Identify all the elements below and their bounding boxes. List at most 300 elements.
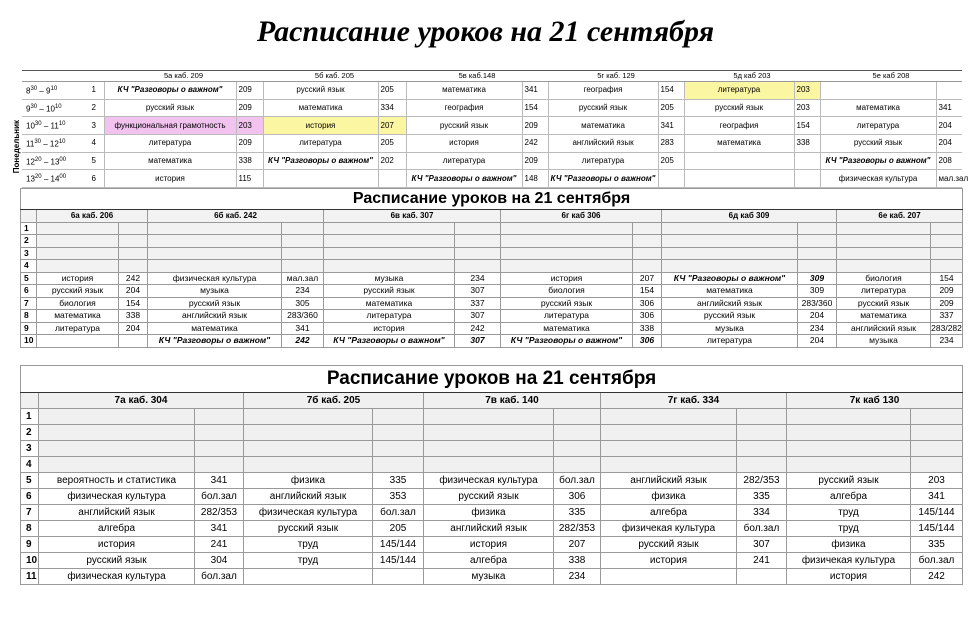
room-cell: 207 <box>554 537 601 553</box>
time-part: 10 <box>50 86 58 92</box>
room-cell: 353 <box>373 489 424 505</box>
subject-cell: физика <box>244 473 373 489</box>
subject-cell <box>37 222 119 235</box>
class-header: 7а каб. 304 <box>39 393 244 409</box>
schedule-row <box>21 235 963 248</box>
subject-cell: английский язык <box>548 134 658 152</box>
lesson-number: 5 <box>21 272 37 285</box>
room-cell: 306 <box>633 310 662 323</box>
room-cell: мал.зал <box>282 272 324 285</box>
room-cell: 204 <box>936 134 962 152</box>
subject-cell: история <box>787 569 911 585</box>
subject-cell: литература <box>501 310 633 323</box>
subject-cell <box>501 247 633 260</box>
schedule-row <box>21 457 963 473</box>
subject-cell <box>324 222 455 235</box>
room-cell: 335 <box>737 489 787 505</box>
room-cell: 203 <box>911 473 963 489</box>
subject-cell: литература <box>662 335 798 348</box>
room-cell: 154 <box>931 272 963 285</box>
class-header-row <box>21 393 963 409</box>
room-cell: 338 <box>794 134 820 152</box>
time-part: 10 <box>58 138 66 145</box>
subject-cell: литература <box>37 322 119 335</box>
time-part: 00 <box>59 174 67 181</box>
class-header-row <box>22 71 962 82</box>
time-part: 10 <box>46 104 55 114</box>
schedule-table-6 <box>20 188 963 348</box>
subject-cell: КЧ "Разговоры о важном" <box>148 335 282 348</box>
subject-cell: физическая культура <box>148 272 282 285</box>
time-part: 9 <box>26 104 31 114</box>
lesson-number: 9 <box>21 537 39 553</box>
subject-cell: русский язык <box>548 99 658 117</box>
lesson-number: 3 <box>21 247 37 260</box>
room-cell: 145/144 <box>911 505 963 521</box>
subject-cell: английский язык <box>148 310 282 323</box>
subject-cell: литература <box>684 82 794 100</box>
room-cell: 282/353 <box>195 505 244 521</box>
room-cell: бол.зал <box>911 553 963 569</box>
subject-cell: русский язык <box>787 473 911 489</box>
lesson-number: 2 <box>21 425 39 441</box>
class-header: 6д каб 309 <box>662 210 837 223</box>
room-cell: 209 <box>236 82 263 100</box>
time-part: 11 <box>26 139 35 149</box>
subject-cell: физика <box>787 537 911 553</box>
subject-cell <box>601 425 737 441</box>
room-cell: 202 <box>378 152 406 170</box>
lesson-number-header-cell <box>21 393 39 409</box>
subject-cell: русский язык <box>662 310 798 323</box>
room-cell <box>282 235 324 248</box>
time-part: 12 <box>26 157 35 167</box>
room-cell <box>373 457 424 473</box>
room-cell: 145/144 <box>373 553 424 569</box>
subject-cell: география <box>406 99 522 117</box>
room-cell: 338 <box>119 310 148 323</box>
room-cell <box>554 441 601 457</box>
subject-cell: физика <box>601 489 737 505</box>
lesson-number: 8 <box>21 310 37 323</box>
subject-cell <box>324 247 455 260</box>
room-cell: бол.зал <box>737 521 787 537</box>
time-part: 9 <box>46 86 51 96</box>
subject-cell: функциональная грамотность <box>104 117 236 135</box>
class-header: 6б каб. 242 <box>148 210 324 223</box>
subject-cell <box>263 170 378 188</box>
room-cell: 115 <box>236 170 263 188</box>
time-part: 10 <box>54 103 62 110</box>
room-cell: 208 <box>936 152 962 170</box>
room-cell: 205 <box>378 134 406 152</box>
time-part: 10 <box>58 121 66 128</box>
room-cell <box>931 222 963 235</box>
room-cell: 234 <box>798 322 837 335</box>
room-cell: 307 <box>455 335 501 348</box>
room-cell <box>554 457 601 473</box>
subject-cell: русский язык <box>501 297 633 310</box>
room-cell: 154 <box>522 99 548 117</box>
room-cell: 341 <box>936 99 962 117</box>
subject-cell: история <box>37 272 119 285</box>
subject-cell: КЧ "Разговоры о важном" <box>263 152 378 170</box>
room-cell <box>798 235 837 248</box>
room-cell: 309 <box>798 285 837 298</box>
room-cell: 204 <box>798 335 837 348</box>
subject-cell: история <box>324 322 455 335</box>
class-header: 7в каб. 140 <box>424 393 601 409</box>
subject-cell: русский язык <box>324 285 455 298</box>
time-cell <box>22 152 84 170</box>
room-cell: 204 <box>119 285 148 298</box>
room-cell <box>195 441 244 457</box>
room-cell <box>282 222 324 235</box>
schedule-row <box>21 505 963 521</box>
room-cell <box>798 247 837 260</box>
subject-cell: математика <box>501 322 633 335</box>
time-part: – <box>41 174 51 184</box>
room-cell: 205 <box>658 152 684 170</box>
room-cell: 338 <box>633 322 662 335</box>
room-cell: 242 <box>119 272 148 285</box>
room-cell <box>119 235 148 248</box>
subject-cell: труд <box>244 553 373 569</box>
subject-cell: русский язык <box>148 297 282 310</box>
room-cell <box>633 222 662 235</box>
subject-cell: музыка <box>837 335 931 348</box>
subject-cell <box>244 569 373 585</box>
room-cell <box>554 425 601 441</box>
subject-cell: английский язык <box>244 489 373 505</box>
subject-cell: литература <box>104 134 236 152</box>
room-cell <box>737 441 787 457</box>
room-cell: 234 <box>455 272 501 285</box>
subject-cell: математика <box>104 152 236 170</box>
time-part: 20 <box>34 174 42 181</box>
subject-cell: музыка <box>424 569 554 585</box>
subject-cell <box>424 441 554 457</box>
time-part: 8 <box>26 86 31 96</box>
subject-cell: русский язык <box>263 82 378 100</box>
room-cell: 145/144 <box>911 521 963 537</box>
schedule-row <box>22 134 962 152</box>
subject-cell <box>37 247 119 260</box>
room-cell: 307 <box>455 310 501 323</box>
subject-cell: литература <box>820 117 936 135</box>
subject-cell: труд <box>244 537 373 553</box>
room-cell <box>737 457 787 473</box>
subject-cell: биология <box>501 285 633 298</box>
subject-cell: биология <box>37 297 119 310</box>
subject-cell <box>39 441 195 457</box>
room-cell: 154 <box>633 285 662 298</box>
subject-cell <box>501 260 633 273</box>
schedule-row <box>22 170 962 188</box>
subject-cell <box>787 425 911 441</box>
subject-cell: литература <box>324 310 455 323</box>
time-part: 12 <box>49 139 59 149</box>
subject-cell: математика <box>548 117 658 135</box>
lesson-number: 5 <box>84 152 104 170</box>
class-header-row <box>21 210 963 223</box>
schedule-row <box>22 117 962 135</box>
subject-cell <box>424 457 554 473</box>
schedule-row <box>21 441 963 457</box>
room-cell: 306 <box>554 489 601 505</box>
subject-cell: математика <box>37 310 119 323</box>
subject-cell: алгебра <box>424 553 554 569</box>
class-header: 6а каб. 206 <box>37 210 148 223</box>
subject-cell: история <box>501 272 633 285</box>
subject-cell: математика <box>263 99 378 117</box>
room-cell <box>455 222 501 235</box>
schedule-row <box>21 521 963 537</box>
subject-cell <box>837 260 931 273</box>
room-cell <box>936 82 962 100</box>
room-cell <box>737 409 787 425</box>
room-cell: 234 <box>931 335 963 348</box>
lesson-number: 7 <box>21 505 39 521</box>
room-cell: 205 <box>658 99 684 117</box>
schedule-row <box>21 473 963 489</box>
subject-cell: математика <box>662 285 798 298</box>
time-part: 20 <box>34 156 42 163</box>
room-cell: бол.зал <box>195 569 244 585</box>
subject-cell: математика <box>837 310 931 323</box>
time-part: 30 <box>34 121 42 128</box>
lesson-number: 1 <box>84 82 104 100</box>
room-cell <box>195 457 244 473</box>
subject-cell: вероятность и статистика <box>39 473 195 489</box>
subject-cell: русский язык <box>104 99 236 117</box>
time-part: 30 <box>30 103 38 110</box>
subject-cell: труд <box>787 505 911 521</box>
subject-cell: английский язык <box>424 521 554 537</box>
schedule-table-5 <box>22 70 969 193</box>
room-cell: 203 <box>794 99 820 117</box>
time-cell <box>22 117 84 135</box>
room-cell: 338 <box>236 152 263 170</box>
time-part: – <box>41 157 51 167</box>
room-cell: 209 <box>236 134 263 152</box>
subject-cell <box>324 260 455 273</box>
room-cell <box>195 425 244 441</box>
schedule-row <box>21 425 963 441</box>
subject-cell: русский язык <box>684 99 794 117</box>
subject-cell: история <box>424 537 554 553</box>
room-cell: 341 <box>522 82 548 100</box>
schedule-row <box>22 99 962 117</box>
room-cell <box>911 441 963 457</box>
subject-cell <box>601 441 737 457</box>
subject-cell: английский язык <box>601 473 737 489</box>
schedule-row <box>22 82 962 100</box>
room-cell: бол.зал <box>554 473 601 489</box>
subject-cell: английский язык <box>837 322 931 335</box>
room-cell: 335 <box>554 505 601 521</box>
class-header: 5г каб. 129 <box>548 71 684 82</box>
room-cell <box>633 235 662 248</box>
schedule-row <box>21 285 963 298</box>
room-cell: 341 <box>195 473 244 489</box>
room-cell: 309 <box>798 272 837 285</box>
time-part: 30 <box>30 86 38 92</box>
subject-cell: музыка <box>662 322 798 335</box>
room-cell: 305 <box>282 297 324 310</box>
room-cell <box>911 409 963 425</box>
class-header: 7г каб. 334 <box>601 393 787 409</box>
schedule-row <box>21 272 963 285</box>
room-cell <box>373 441 424 457</box>
room-cell: бол.зал <box>195 489 244 505</box>
time-part: 13 <box>26 174 35 184</box>
class-header: 7б каб. 205 <box>244 393 424 409</box>
lesson-number: 4 <box>21 260 37 273</box>
time-part: – <box>41 139 50 149</box>
day-label: Понедельник <box>12 120 21 174</box>
subject-cell: физика <box>424 505 554 521</box>
lesson-number-header-cell <box>21 210 37 223</box>
room-cell <box>931 260 963 273</box>
room-cell: 209 <box>236 99 263 117</box>
schedule-row <box>21 335 963 348</box>
subject-cell <box>837 222 931 235</box>
room-cell: 282/353 <box>737 473 787 489</box>
time-part: – <box>37 86 47 96</box>
time-cell <box>22 134 84 152</box>
lesson-number: 1 <box>21 222 37 235</box>
lesson-number: 3 <box>21 441 39 457</box>
room-cell: 335 <box>911 537 963 553</box>
room-cell <box>455 247 501 260</box>
room-cell: 306 <box>633 335 662 348</box>
lesson-number: 10 <box>21 553 39 569</box>
room-cell: 334 <box>737 505 787 521</box>
subject-cell <box>820 82 936 100</box>
room-cell <box>554 409 601 425</box>
subject-cell <box>787 409 911 425</box>
lesson-number: 1 <box>21 409 39 425</box>
subject-cell: КЧ "Разговоры о важном" <box>406 170 522 188</box>
room-cell <box>798 260 837 273</box>
lesson-number: 2 <box>84 99 104 117</box>
subject-cell: КЧ "Разговоры о важном" <box>820 152 936 170</box>
lesson-number: 6 <box>21 285 37 298</box>
subject-cell <box>37 260 119 273</box>
subject-cell <box>244 441 373 457</box>
subject-cell: физическая культура <box>39 489 195 505</box>
class-header: 5в каб.148 <box>406 71 548 82</box>
subject-cell: русский язык <box>601 537 737 553</box>
class-header: 6г каб 306 <box>501 210 662 223</box>
room-cell: 283/360 <box>798 297 837 310</box>
subject-cell: русский язык <box>837 297 931 310</box>
time-part: 11 <box>50 121 59 131</box>
lesson-number: 7 <box>21 297 37 310</box>
class-header: 5б каб. 205 <box>263 71 406 82</box>
room-cell <box>282 247 324 260</box>
subject-cell: математика <box>684 134 794 152</box>
table-title-row <box>21 189 963 210</box>
lesson-number: 10 <box>21 335 37 348</box>
subject-cell: история <box>39 537 195 553</box>
subject-cell: русский язык <box>244 521 373 537</box>
room-cell: 203 <box>794 82 820 100</box>
lesson-number: 3 <box>84 117 104 135</box>
schedule-row <box>21 489 963 505</box>
room-cell: 204 <box>119 322 148 335</box>
lesson-number: 5 <box>21 473 39 489</box>
room-cell: 341 <box>195 521 244 537</box>
room-cell: 145/144 <box>373 537 424 553</box>
subject-cell <box>324 235 455 248</box>
subject-cell <box>148 235 282 248</box>
subject-cell <box>424 409 554 425</box>
subject-cell: КЧ "Разговоры о важном" <box>324 335 455 348</box>
subject-cell: алгебра <box>787 489 911 505</box>
subject-cell: литература <box>837 285 931 298</box>
room-cell: 341 <box>658 117 684 135</box>
subject-cell: КЧ "Разговоры о важном" <box>662 272 798 285</box>
subject-cell: физическая культура <box>244 505 373 521</box>
room-cell <box>373 425 424 441</box>
schedule-row <box>21 322 963 335</box>
schedule-row <box>21 260 963 273</box>
room-cell <box>119 260 148 273</box>
subject-cell: математика <box>406 82 522 100</box>
room-cell: 283/360 <box>282 310 324 323</box>
subject-cell <box>148 260 282 273</box>
lesson-number: 6 <box>21 489 39 505</box>
room-cell: 207 <box>633 272 662 285</box>
subject-cell: музыка <box>148 285 282 298</box>
subject-cell: литература <box>548 152 658 170</box>
time-cell <box>22 170 84 188</box>
subject-cell: биология <box>837 272 931 285</box>
class-header: 6в каб. 307 <box>324 210 501 223</box>
subject-cell: математика <box>324 297 455 310</box>
room-cell: 203 <box>236 117 263 135</box>
subject-cell <box>244 425 373 441</box>
room-cell <box>911 425 963 441</box>
lesson-number: 8 <box>21 521 39 537</box>
room-cell: 337 <box>455 297 501 310</box>
subject-cell: математика <box>820 99 936 117</box>
subject-cell <box>662 260 798 273</box>
subject-cell <box>39 409 195 425</box>
subject-cell <box>148 222 282 235</box>
room-cell: 209 <box>931 297 963 310</box>
room-cell: 204 <box>936 117 962 135</box>
time-part: 13 <box>50 157 60 167</box>
subject-cell: физичекая культура <box>601 521 737 537</box>
room-cell: 209 <box>931 285 963 298</box>
room-cell <box>658 170 684 188</box>
class-header: 7к каб 130 <box>787 393 963 409</box>
room-cell <box>737 425 787 441</box>
time-part: 00 <box>59 156 67 163</box>
time-header-cell <box>22 71 84 82</box>
subject-cell: история <box>601 553 737 569</box>
room-cell: 154 <box>658 82 684 100</box>
table-title: Расписание уроков на 21 сентября <box>21 189 963 210</box>
room-cell: 207 <box>378 117 406 135</box>
room-cell <box>373 409 424 425</box>
room-cell: 306 <box>633 297 662 310</box>
lesson-number-header-cell <box>84 71 104 82</box>
subject-cell: КЧ "Разговоры о важном" <box>501 335 633 348</box>
